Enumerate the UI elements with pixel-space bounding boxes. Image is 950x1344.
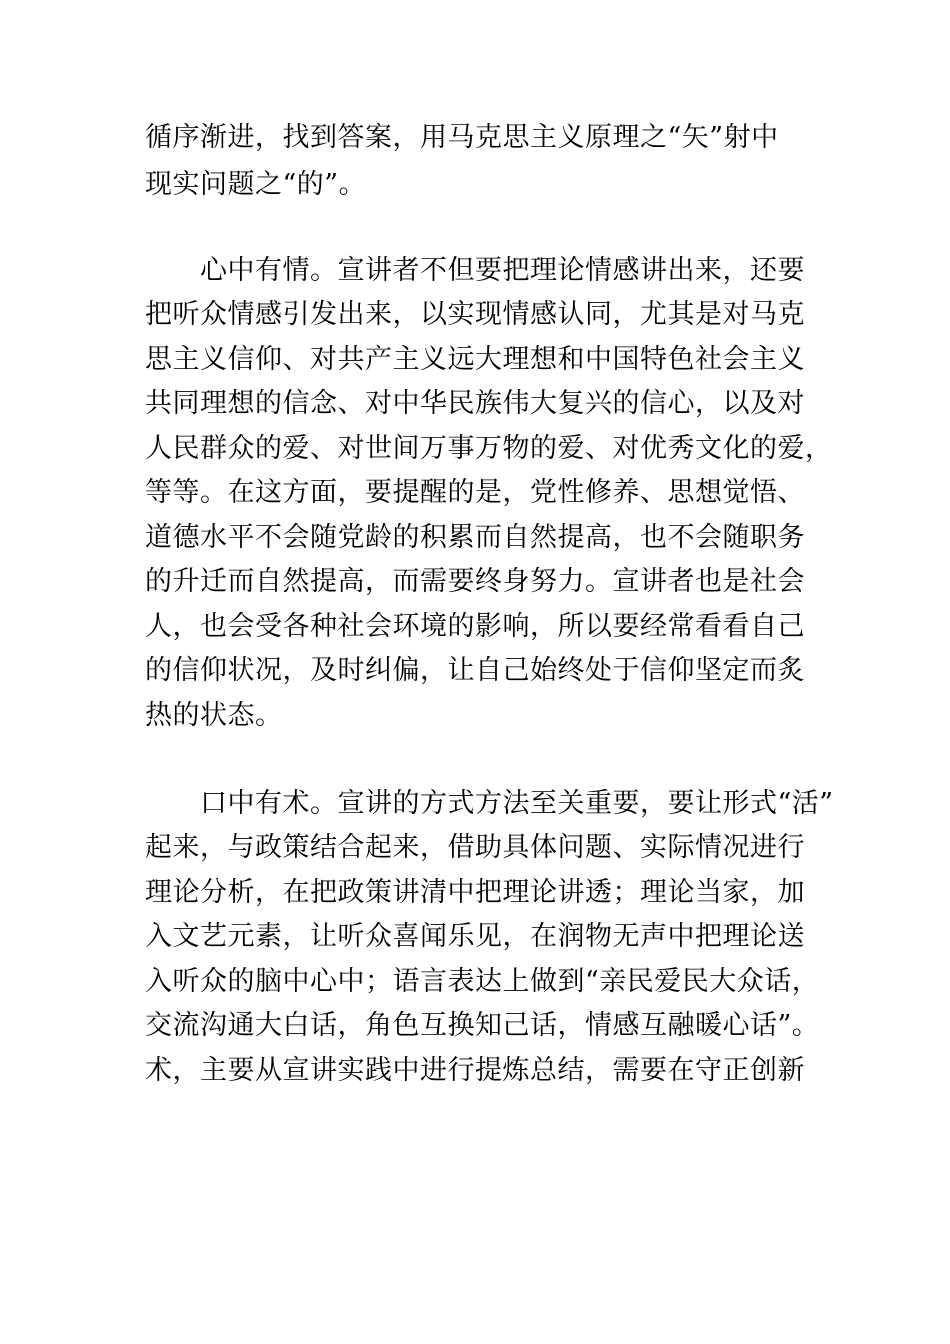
text-line: 等等。在这方面，要提醒的是，党性修养、思想觉悟、 (145, 477, 805, 508)
text-line: 起来，与政策结合起来，借助具体问题、实际情况进行 (145, 832, 805, 863)
text-line: 道德水平不会随党龄的积累而自然提高，也不会随职务 (145, 522, 805, 553)
text-line: 现实问题之“的”。 (145, 169, 367, 200)
text-line: 把听众情感引发出来，以实现情感认同，尤其是对马克 (145, 299, 805, 330)
text-line: 人民群众的爱、对世间万事万物的爱、对优秀文化的爱， (145, 433, 833, 464)
text-line: 共同理想的信念、对中华民族伟大复兴的信心，以及对 (145, 388, 805, 419)
text-line: 循序渐进，找到答案，用马克思主义原理之“矢”射中 (145, 122, 779, 153)
text-line: 的升迁而自然提高，而需要终身努力。宣讲者也是社会 (145, 566, 805, 597)
text-line: 人，也会受各种社会环境的影响，所以要经常看看自己 (145, 611, 805, 642)
text-line: 入听众的脑中心中；语言表达上做到“亲民爱民大众话， (145, 966, 820, 997)
text-line: 思主义信仰、对共产主义远大理想和中国特色社会主义 (145, 344, 805, 375)
text-line: 交流沟通大白话，角色互换知己话，情感互融暖心话”。 (145, 1010, 820, 1041)
text-line: 的信仰状况，及时纠偏，让自己始终处于信仰坚定而炙 (145, 655, 805, 686)
text-line: 入文艺元素，让听众喜闻乐见，在润物无声中把理论送 (145, 921, 805, 952)
text-line: 理论分析，在把政策讲清中把理论讲透；理论当家，加 (145, 877, 805, 908)
text-line: 术，主要从宣讲实践中进行提炼总结，需要在守正创新 (145, 1055, 805, 1086)
text-line: 心中有情。宣讲者不但要把理论情感讲出来，还要 (200, 255, 805, 286)
text-line: 热的状态。 (145, 700, 283, 731)
text-line: 口中有术。宣讲的方式方法至关重要，要让形式“活” (200, 788, 834, 819)
